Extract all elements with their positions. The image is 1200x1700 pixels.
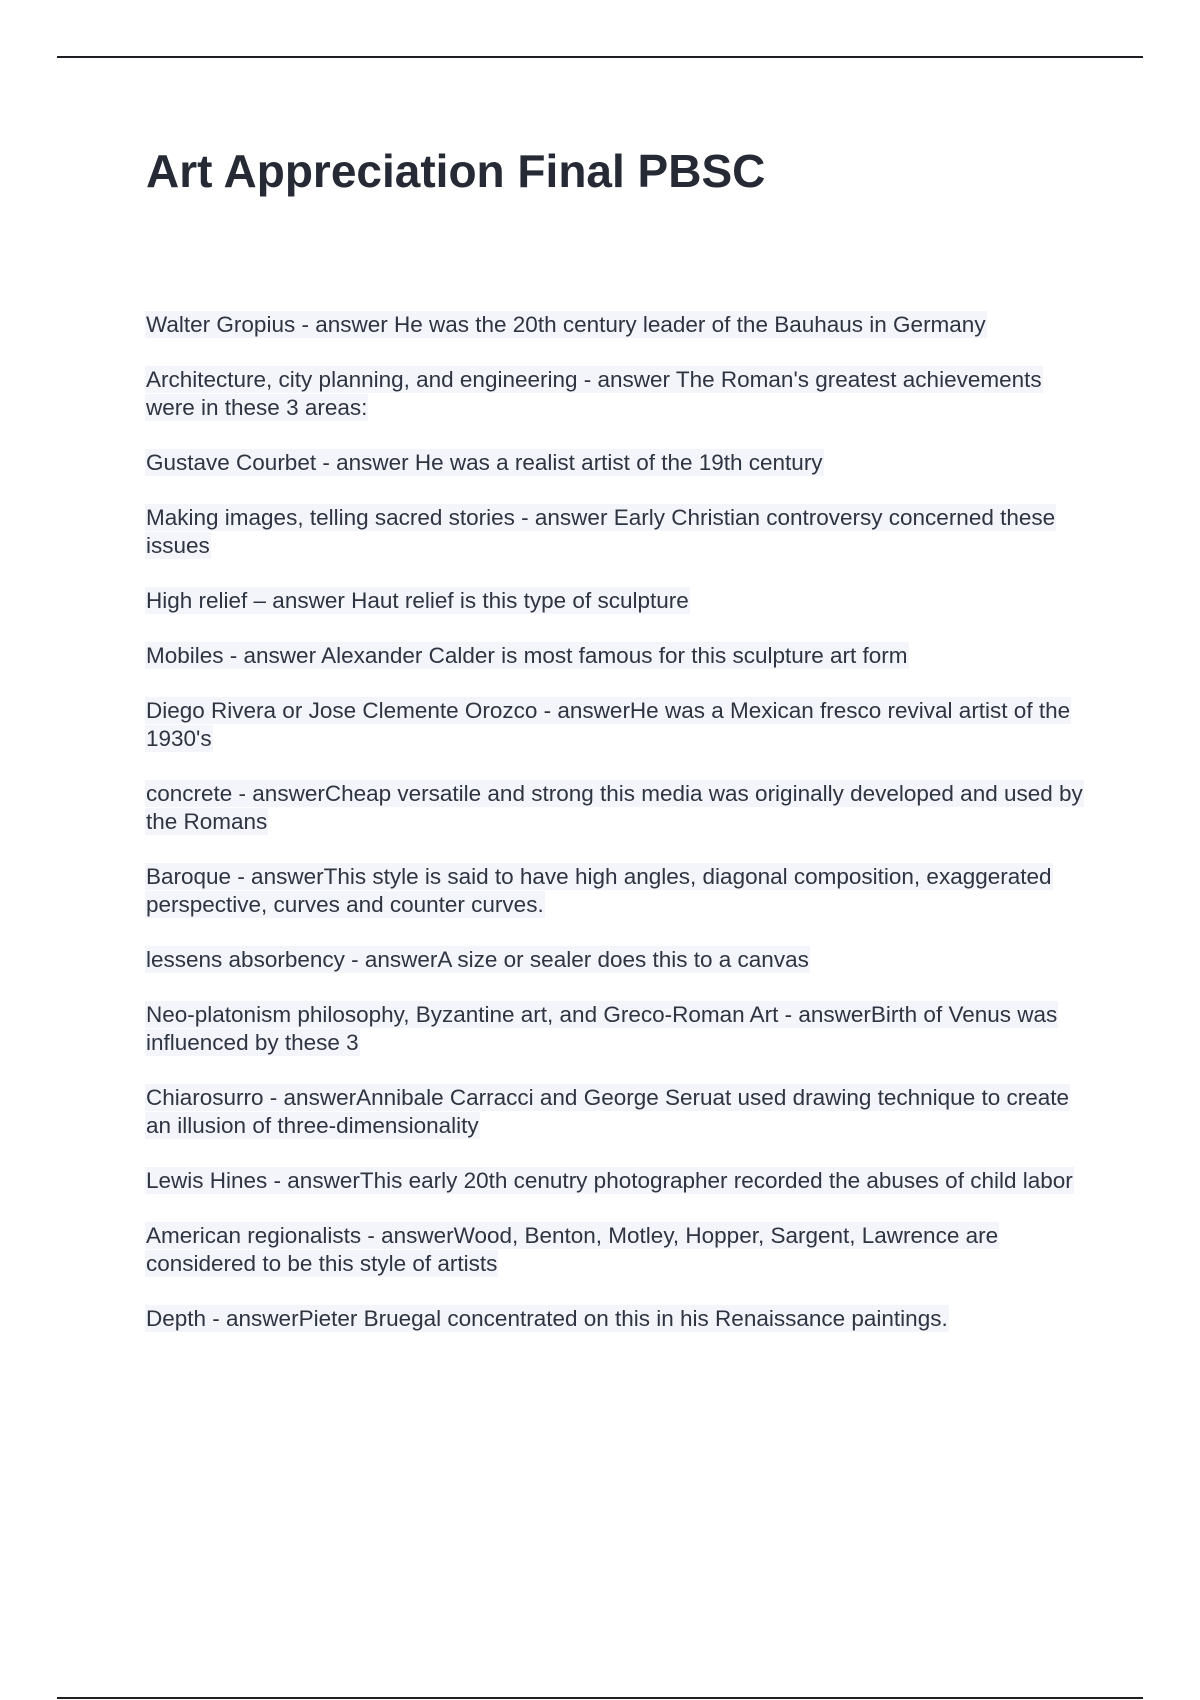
qa-item [146,946,1086,974]
qa-item [146,587,1086,615]
qa-item-text: Chiarosurro - answerAnnibale Carracci and George Seruat used drawing technique to create an illusion of three-dimensionality [146,1085,1070,1138]
qa-item-text: Lewis Hines - answerThis early 20th cenutry photographer recorded the abuses of child labor [146,1168,1073,1193]
qa-item-text: lessens absorbency - answerA size or sealer does this to a canvas [146,947,809,972]
top-divider [57,56,1143,58]
qa-item [146,449,1086,477]
qa-item [146,1305,1086,1333]
qa-item-text: Diego Rivera or Jose Clemente Orozco - answerHe was a Mexican fresco revival artist of the 1930's [146,698,1071,751]
qa-item-text: Baroque - answerThis style is said to have high angles, diagonal composition, exaggerated perspective, curves and counter curves. [146,864,1052,917]
qa-item-text: High relief – answer Haut relief is this type of sculpture [146,588,689,613]
qa-item-text: Walter Gropius - answer He was the 20th century leader of the Bauhaus in Germany [146,312,986,337]
document-title: Art Appreciation Final PBSC [146,145,766,197]
qa-item-text: Mobiles - answer Alexander Calder is most famous for this sculpture art form [146,643,908,668]
qa-item-text: concrete - answerCheap versatile and strong this media was originally developed and used by the Romans [146,781,1083,834]
qa-item-text: Making images, telling sacred stories - answer Early Christian controversy concerned these issues [146,505,1056,558]
qa-item [146,504,1086,560]
qa-item [146,311,1086,339]
qa-item-text: Depth - answerPieter Bruegal concentrated on this in his Renaissance paintings. [146,1306,948,1331]
qa-item-text: Architecture, city planning, and engineering - answer The Roman's greatest achievements were in these 3 areas: [146,367,1042,420]
qa-item-text: Gustave Courbet - answer He was a realist artist of the 19th century [146,450,823,475]
qa-item [146,642,1086,670]
qa-item [146,1167,1086,1195]
qa-item-text: Neo-platonism philosophy, Byzantine art, and Greco-Roman Art - answerBirth of Venus was influenced by these 3 [146,1002,1058,1055]
qa-list [146,311,1086,1360]
qa-item [146,780,1086,836]
qa-item [146,1222,1086,1278]
qa-item [146,1001,1086,1057]
qa-item [146,366,1086,422]
qa-item [146,863,1086,919]
qa-item-text: American regionalists - answerWood, Benton, Motley, Hopper, Sargent, Lawrence are considered to be this style of artists [146,1223,999,1276]
qa-item [146,1084,1086,1140]
bottom-divider [57,1697,1143,1699]
qa-item [146,697,1086,753]
